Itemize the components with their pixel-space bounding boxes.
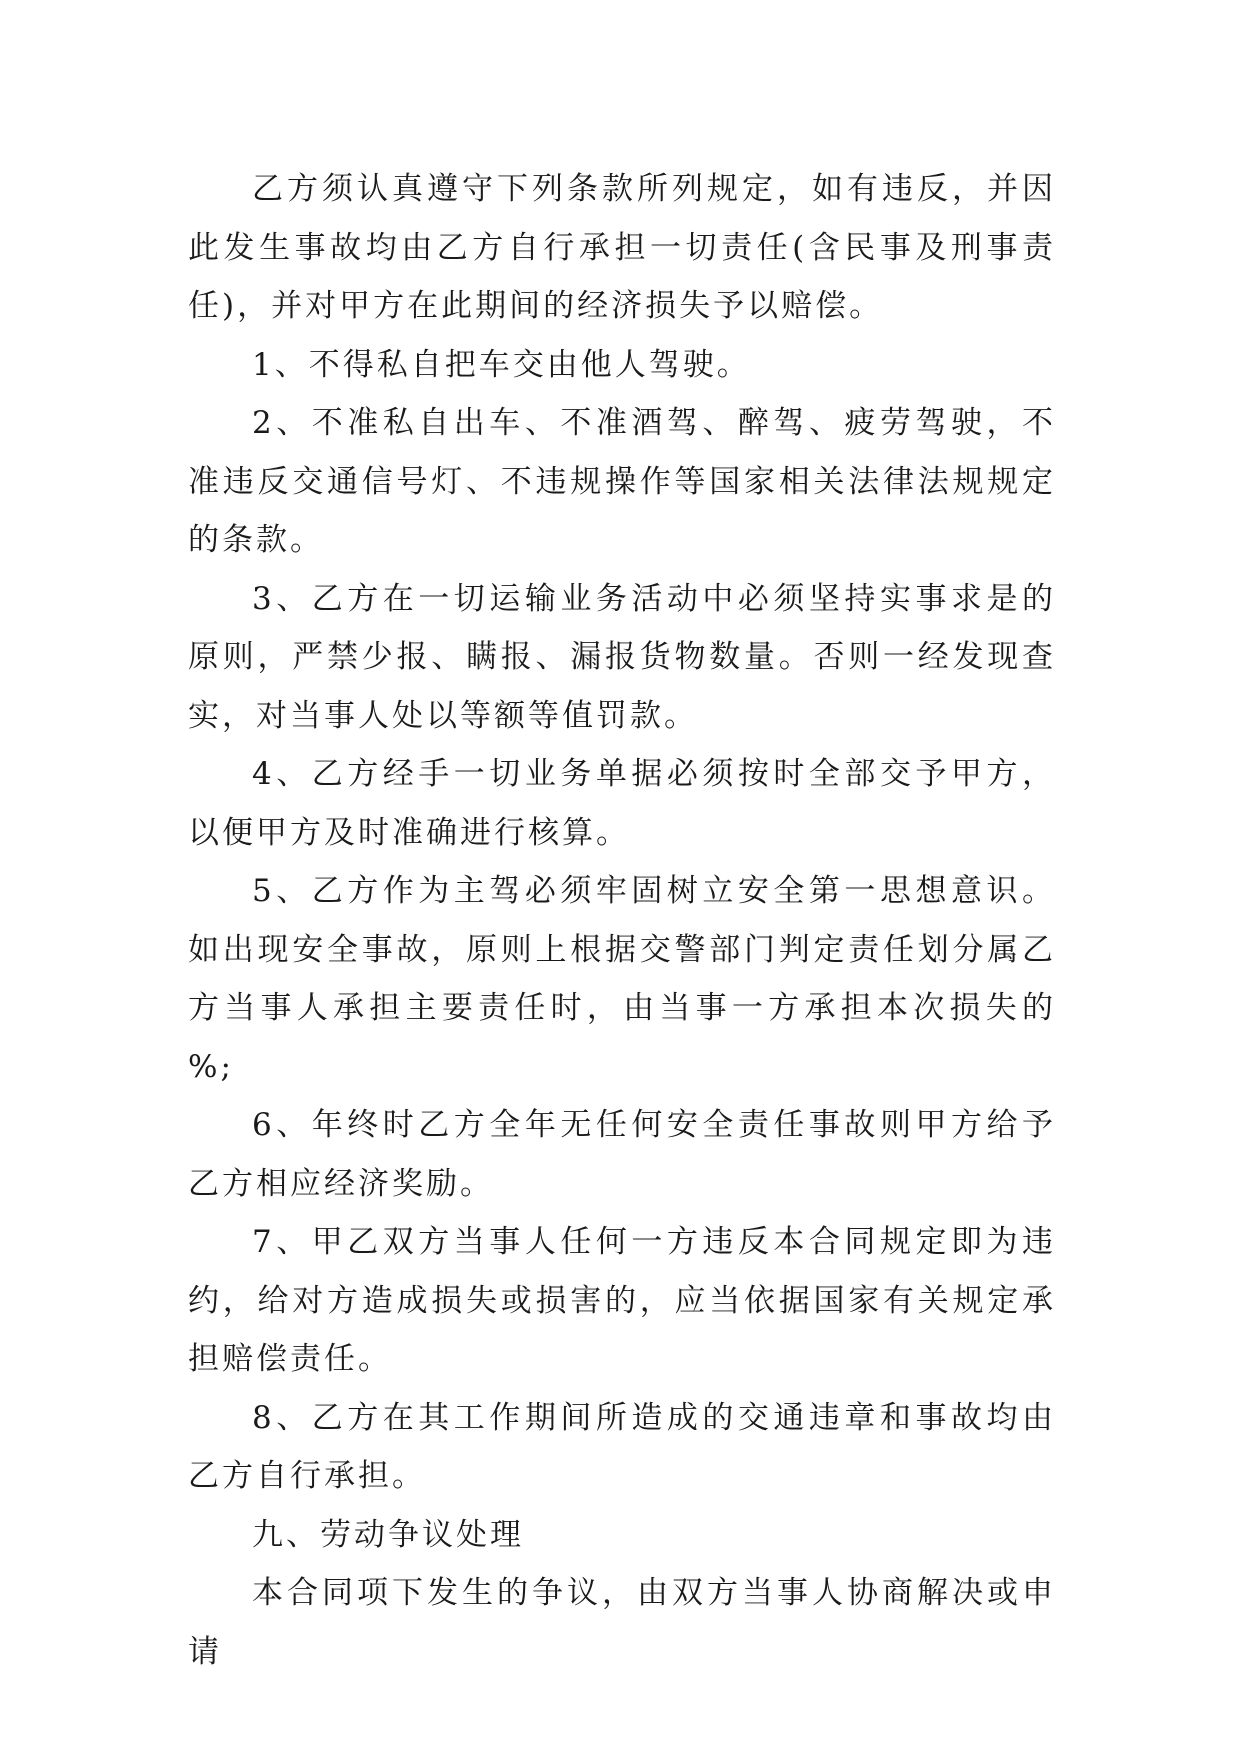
paragraph-clause-8: 8、乙方在其工作期间所造成的交通违章和事故均由乙方自行承担。 <box>188 1399 1056 1494</box>
paragraph-clause-2: 2、不准私自出车、不准酒驾、醉驾、疲劳驾驶，不准违反交通信号灯、不违规操作等国家相关法律法规规定的条款。 <box>188 405 1056 558</box>
paragraph-clause-6: 6、年终时乙方全年无任何安全责任事故则甲方给予乙方相应经济奖励。 <box>188 1107 1056 1202</box>
paragraph-clause-3: 3、乙方在一切运输业务活动中必须坚持实事求是的原则，严禁少报、瞒报、漏报货物数量。否则一经发现查实，对当事人处以等额等值罚款。 <box>188 580 1056 734</box>
document-body <box>188 160 1056 1681</box>
paragraph-clause-5: 5、乙方作为主驾必须牢固树立安全第一思想意识。如出现安全事故，原则上根据交警部门判定责任划分属乙方当事人承担主要责任时，由当事一方承担本次损失的 %; <box>188 873 1056 1085</box>
paragraph-dispute-resolution: 本合同项下发生的争议，由双方当事人协商解决或申请 <box>188 1575 1056 1670</box>
section-heading-dispute: 九、劳动争议处理 <box>252 1516 524 1553</box>
paragraph-clause-7: 7、甲乙双方当事人任何一方违反本合同规定即为违约，给对方造成损失或损害的，应当依据国家有关规定承担赔偿责任。 <box>188 1224 1056 1377</box>
paragraph-clause-4: 4、乙方经手一切业务单据必须按时全部交予甲方，以便甲方及时准确进行核算。 <box>188 756 1056 851</box>
paragraph-liability-clause: 乙方须认真遵守下列条款所列规定，如有违反，并因此发生事故均由乙方自行承担一切责任(含民事及刑事责任)，并对甲方在此期间的经济损失予以赔偿。 <box>188 171 1056 324</box>
paragraph-clause-1: 1、不得私自把车交由他人驾驶。 <box>252 346 751 383</box>
